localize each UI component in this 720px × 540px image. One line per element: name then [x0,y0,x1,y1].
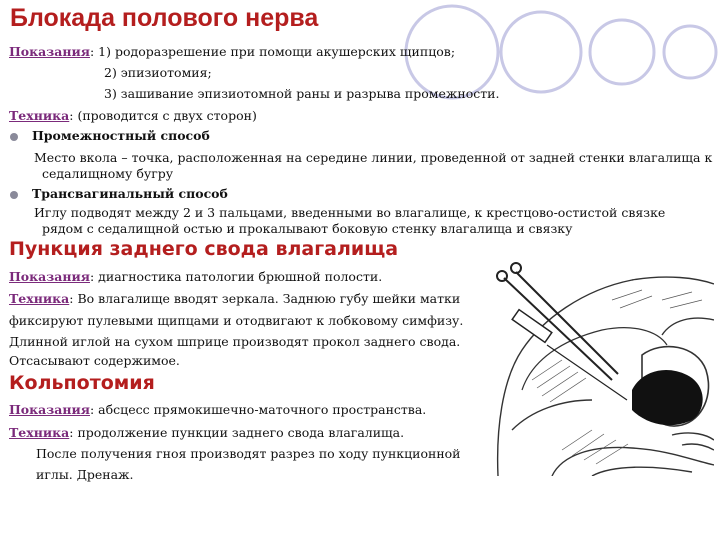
section1-method1-desc2: седалищному бугру [42,166,174,181]
section3-title: Кольпотомия [9,372,155,394]
section2-indications-text: : диагностика патологии брюшной полости. [90,269,383,284]
section1-method1-title: Промежностный способ [32,128,210,143]
section1-indications-label: Показания [9,44,90,59]
section3-after-text1: После получения гноя производят разрез по ходу пункционной [36,446,461,461]
section1-indications-text3: 3) зашивание эпизиотомной раны и разрыва промежности. [104,86,500,101]
section1-indications-text1: : 1) родоразрешение при помощи акушерских щипцов; [90,44,456,59]
section1-method1-desc1: Место вкола – точка, расположенная на середине линии, проведенной от задней стенки влагалища к [34,150,713,165]
section3-after-text2: иглы. Дренаж. [36,467,134,482]
section1-title: Блокада полового нерва [10,4,319,32]
decor-circle-3 [590,20,654,84]
section1-technique-text: : (проводится с двух сторон) [69,108,257,123]
section3-indications-row [9,402,426,417]
section1-technique-label: Техника [9,108,70,123]
section1-indications-text2: 2) эпизиотомия; [104,65,212,80]
section1-technique-row [9,108,257,123]
section1-method2-desc1: Иглу подводят между 2 и 3 пальцами, введенными во влагалище, к крестцово-остистой связке [34,205,666,220]
decor-circle-4 [664,26,716,78]
bullet-dot-icon [10,191,18,199]
section1-indications-row [9,44,455,59]
anatomical-puncture-illustration [492,260,714,476]
section2-technique-text4: Отсасывают содержимое. [9,353,180,368]
section2-technique-row [9,291,460,306]
section2-technique-text1: : Во влагалище вводят зеркала. Заднюю губу шейки матки [69,291,461,306]
section2-title: Пункция заднего свода влагалища [9,238,399,260]
section3-technique-text: : продолжение пункции заднего свода влагалища. [69,425,405,440]
section1-method1-row [10,128,210,143]
section2-technique-text2: фиксируют пулевыми щипцами и отодвигают к лобковому симфизу. [9,313,464,328]
section3-indications-label: Показания [9,402,90,417]
section2-technique-text3: Длинной иглой на сухом шприце производят прокол заднего свода. [9,334,461,349]
section3-technique-label: Техника [9,425,70,440]
section3-technique-row [9,425,404,440]
section3-indications-text: : абсцесс прямокишечно-маточного пространства. [90,402,427,417]
section1-method2-row [10,186,228,201]
section2-indications-label: Показания [9,269,90,284]
bullet-dot-icon [10,133,18,141]
section2-technique-label: Техника [9,291,70,306]
section1-method2-title: Трансвагинальный способ [32,186,228,201]
decor-circle-2 [501,12,581,92]
section2-indications-row [9,269,382,284]
section1-method2-desc2: рядом с седалищной остью и прокалывают боковую стенку влагалища и связку [42,221,573,236]
